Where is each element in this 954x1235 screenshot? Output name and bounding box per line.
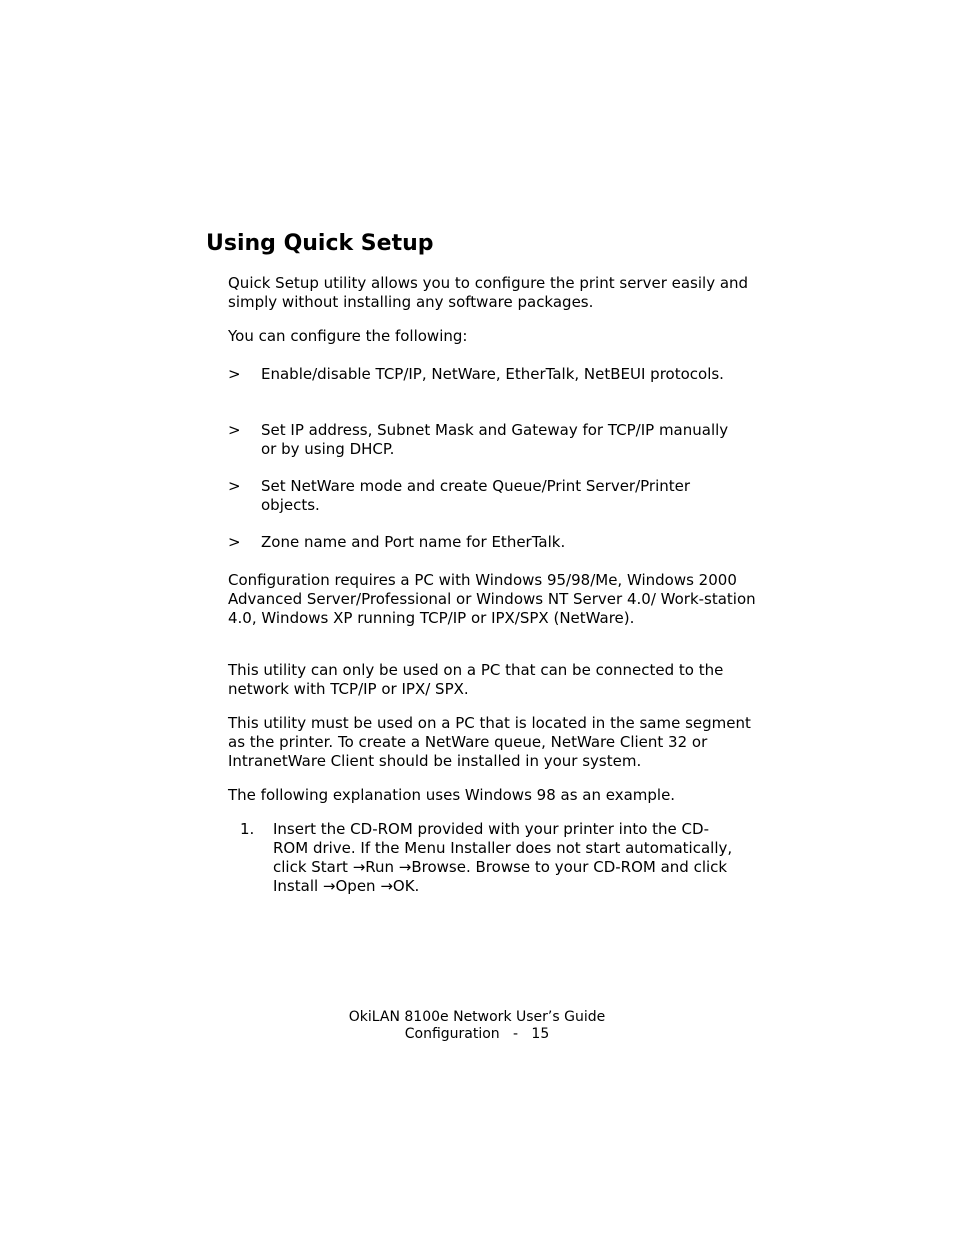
bullet-marker: > xyxy=(228,365,241,383)
bullet-marker: > xyxy=(228,533,241,551)
requirements-paragraph: Configuration requires a PC with Windows 95/98/Me, Windows 2000 Advanced Server/Professional or Windows NT Server 4.0/ Work-station 4.0, Windows XP running TCP/IP or IPX/SPX (NetWare). xyxy=(228,571,756,627)
configure-lead-paragraph: You can configure the following: xyxy=(228,327,468,345)
intro-paragraph: Quick Setup utility allows you to configure the print server easily and simply without installing any software packages. xyxy=(228,274,749,311)
list-item-text: Set NetWare mode and create Queue/Print Server/Printer objects. xyxy=(261,477,691,514)
example-note-paragraph: The following explanation uses Windows 98 as an example. xyxy=(228,786,676,804)
list-item-text: Enable/disable TCP/IP, NetWare, EtherTalk, NetBEUI protocols. xyxy=(261,365,724,383)
list-item-text: Zone name and Port name for EtherTalk. xyxy=(261,533,566,551)
footer-page-number: Configuration - 15 xyxy=(404,1026,550,1042)
step-number: 1. xyxy=(240,820,255,838)
bullet-marker: > xyxy=(228,477,241,495)
segment-note-paragraph: This utility must be used on a PC that is located in the same segment as the printer. To create a NetWare queue, NetWare Client 32 or IntranetWare Client should be installed in your system. xyxy=(228,714,751,770)
connect-note-paragraph: This utility can only be used on a PC that can be connected to the network with TCP/IP or IPX/ SPX. xyxy=(228,661,724,698)
bullet-marker: > xyxy=(228,421,241,439)
list-item-text: Set IP address, Subnet Mask and Gateway for TCP/IP manually or by using DHCP. xyxy=(261,421,729,458)
footer-title: OkiLAN 8100e Network User’s Guide xyxy=(348,1009,606,1025)
page-title: Using Quick Setup xyxy=(206,231,434,256)
step-text: Insert the CD-ROM provided with your printer into the CD-ROM drive. If the Menu Installer does not start automatically, click Start →Run →Browse. Browse to your CD-ROM and click Install →Open →OK. xyxy=(273,820,733,895)
